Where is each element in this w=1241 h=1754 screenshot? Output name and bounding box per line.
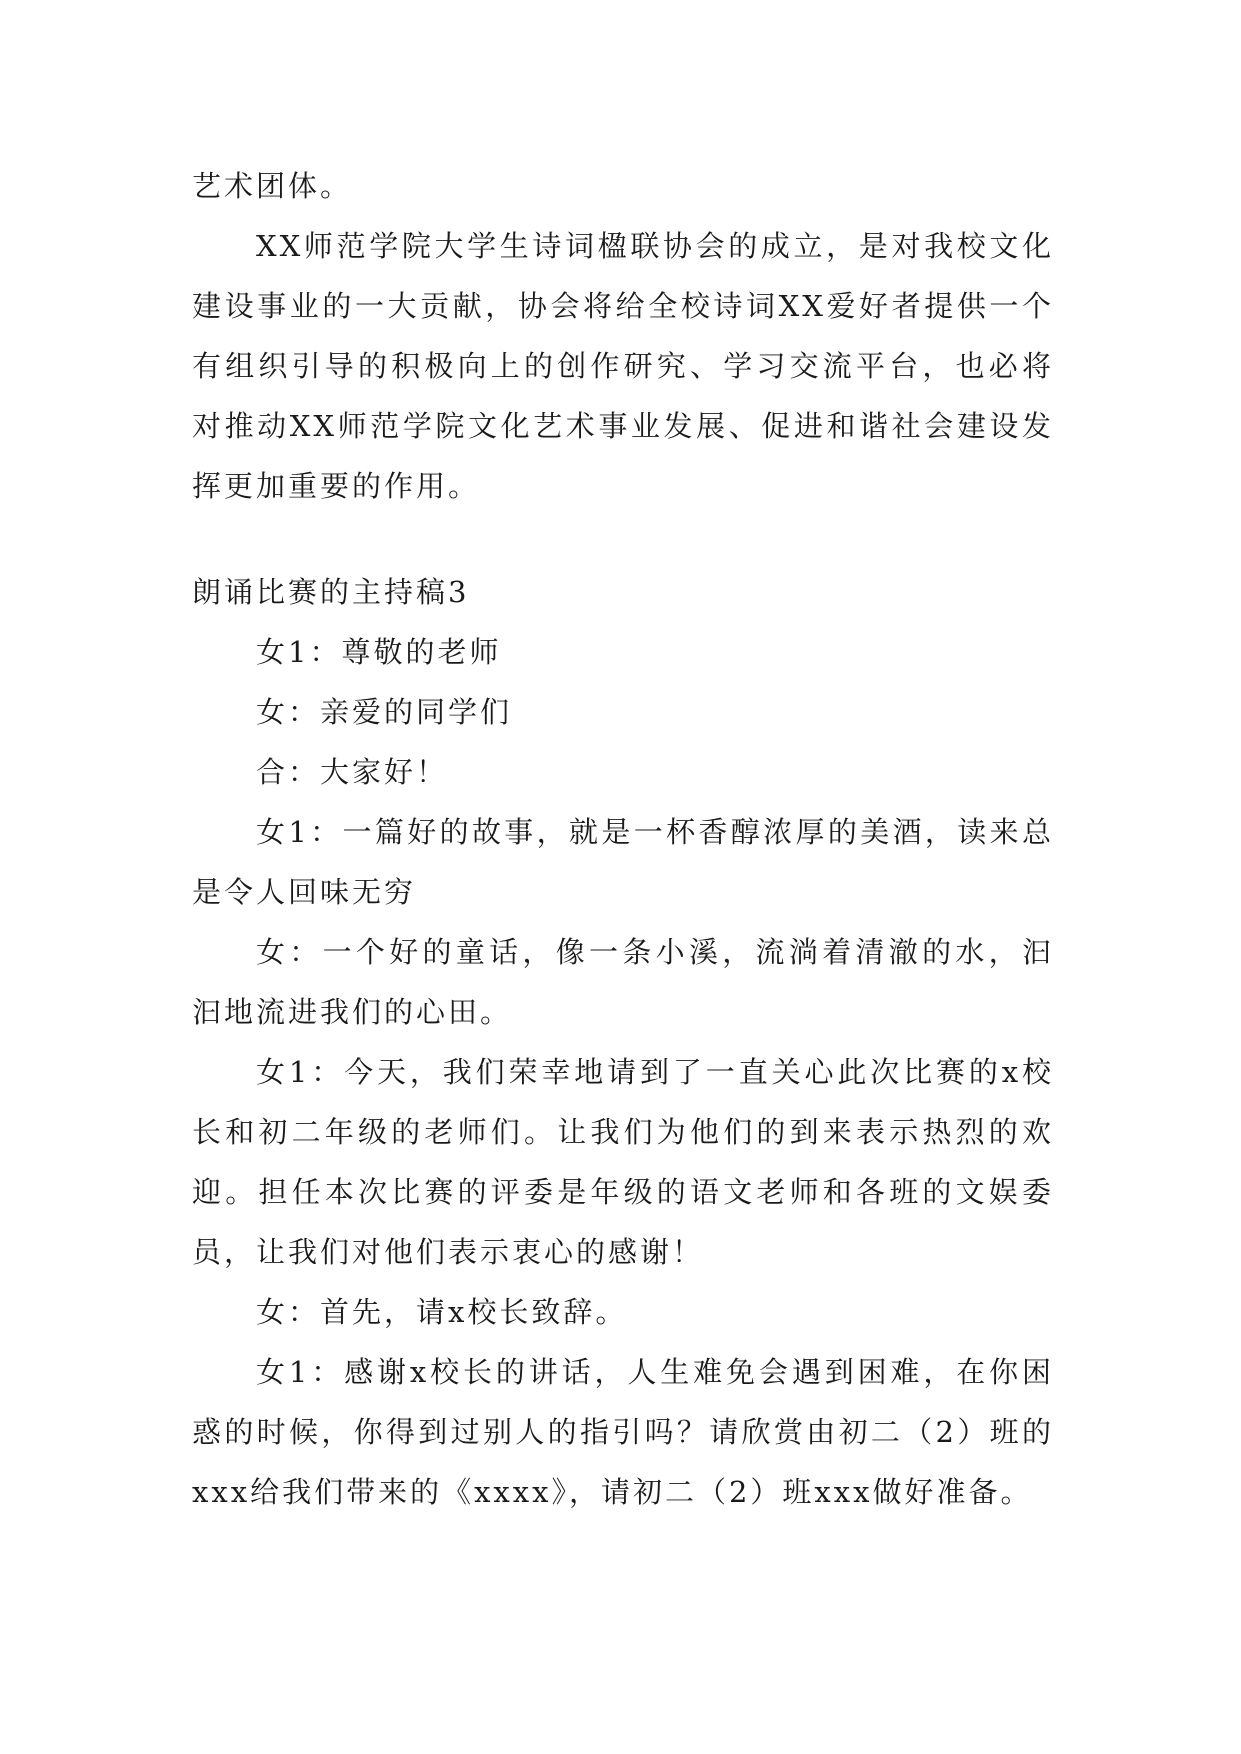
- section-title: 朗诵比赛的主持稿3: [192, 575, 470, 609]
- script-line-8: 女1：感谢x校长的讲话，人生难免会遇到困难，在你困惑的时候，你得到过别人的指引吗？请欣赏由初二（2）班的xxx给我们带来的《xxxx》，请初二（2）班xxx做好准备。: [192, 1355, 1054, 1509]
- script-line-4: 女1：一篇好的故事，就是一杯香醇浓厚的美酒，读来总是令人回味无穷: [192, 815, 1054, 909]
- script-line-3: 合：大家好！: [256, 755, 449, 789]
- script-line-7: 女：首先，请x校长致辞。: [256, 1295, 628, 1329]
- association-paragraph: XX师范学院大学生诗词楹联协会的成立，是对我校文化建设事业的一大贡献，协会将给全校诗词XX爱好者提供一个有组织引导的积极向上的创作研究、学习交流平台，也必将对推动XX师范学院文化艺术事业发展、促进和谐社会建设发挥更加重要的作用。: [192, 229, 1054, 503]
- continuation-line: 艺术团体。: [192, 169, 353, 203]
- top-section: [192, 156, 1054, 516]
- script-line-2: 女：亲爱的同学们: [256, 695, 513, 729]
- script-line-1: 女1：尊敬的老师: [256, 635, 502, 669]
- script-section: [192, 562, 1054, 1522]
- script-line-6: 女1：今天，我们荣幸地请到了一直关心此次比赛的x校长和初二年级的老师们。让我们为他们的到来表示热烈的欢迎。担任本次比赛的评委是年级的语文老师和各班的文娱委员，让我们对他们表示衷心的感谢！: [192, 1055, 1054, 1269]
- script-line-5: 女：一个好的童话，像一条小溪，流淌着清澈的水，汩汩地流进我们的心田。: [192, 935, 1054, 1029]
